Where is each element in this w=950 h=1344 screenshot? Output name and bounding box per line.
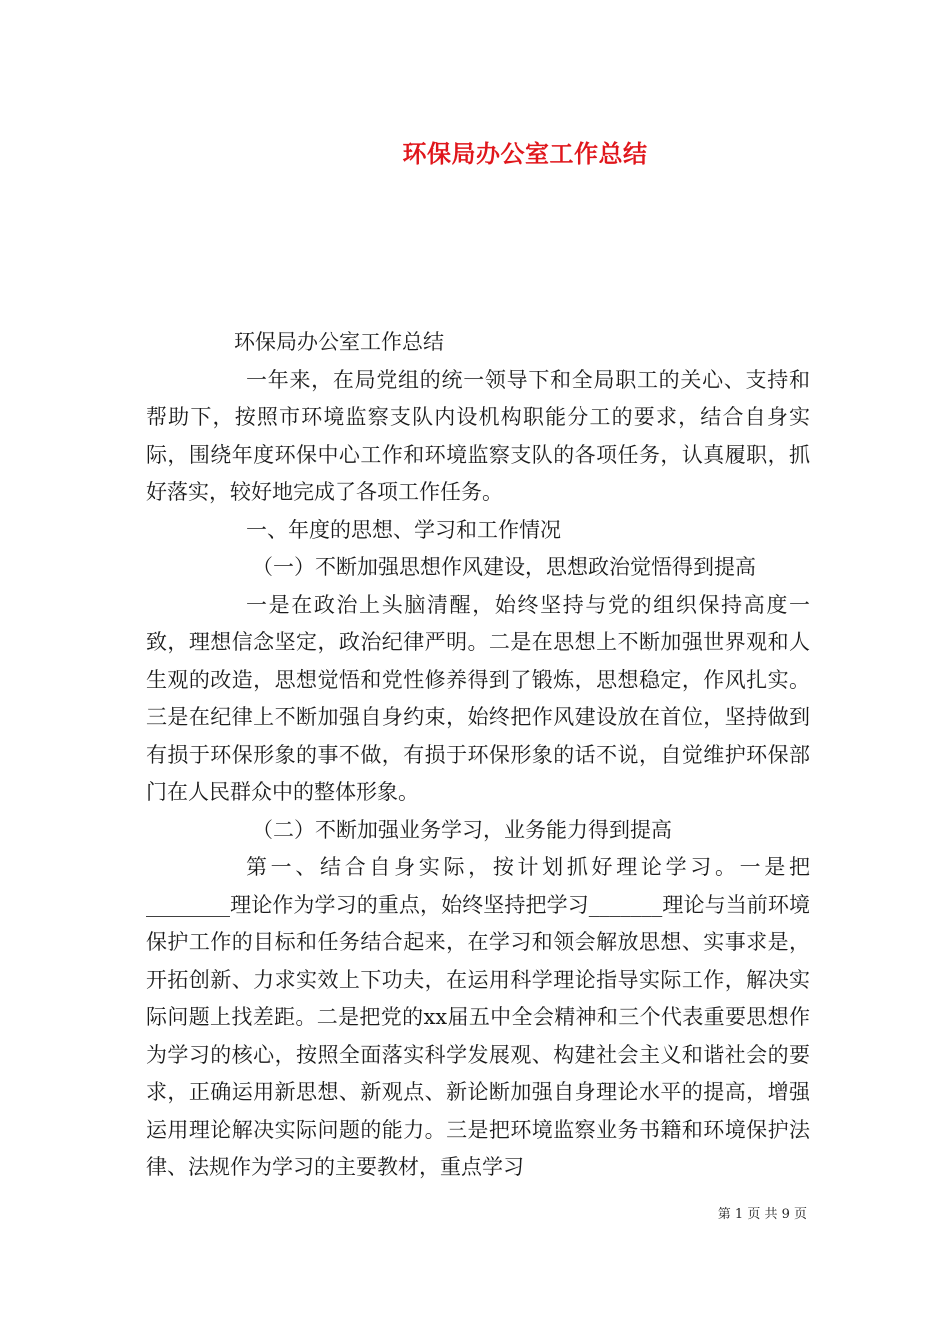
paragraph: 第一、结合自身实际，按计划抓好理论学习。一是把________理论作为学习的重点，始终坚持把学习_______理论与当前环境保护工作的目标和任务结合起来，在学习和领会解放思想、实事求是，开拓创新、力求实效上下功夫，在运用科学理论指导实际工作，解决实际问题上找差距。二是把党的xx届五中全会精神和三个代表重要思想作为学习的核心，按照全面落实科学发展观、构建社会主义和谐社会的要求，正确运用新思想、新观点、新论断加强自身理论水平的提高，增强运用理论解决实际问题的能力。三是把环境监察业务书籍和环境保护法律、法规作为学习的主要教材，重点学习 <box>146 855 810 1179</box>
section-heading: 一、年度的思想、学习和工作情况 <box>246 517 561 542</box>
document-title: 环保局办公室工作总结 <box>402 139 648 168</box>
paragraph: 一是在政治上头脑清醒，始终坚持与党的组织保持高度一致，理想信念坚定，政治纪律严明。二是在思想上不断加强世界观和人生观的改造，思想觉悟和党性修养得到了锻炼，思想稳定，作风扎实。三是在纪律上不断加强自身约束，始终把作风建设放在首位，坚持做到有损于环保形象的事不做，有损于环保形象的话不说，自觉维护环保部门在人民群众中的整体形象。 <box>146 592 810 804</box>
body-heading: 环保局办公室工作总结 <box>234 330 444 354</box>
subsection-heading: （二）不断加强业务学习，业务能力得到提高 <box>252 817 672 842</box>
page-number: 第 1 页 共 9 页 <box>717 1207 807 1222</box>
paragraph: 一年来，在局党组的统一领导下和全局职工的关心、支持和帮助下，按照市环境监察支队内设机构职能分工的要求，结合自身实际，围绕年度环保中心工作和环境监察支队的各项任务，认真履职，抓好落实，较好地完成了各项工作任务。 <box>146 367 810 504</box>
subsection-heading: （一）不断加强思想作风建设，思想政治觉悟得到提高 <box>252 555 756 579</box>
document-body <box>146 324 810 1187</box>
